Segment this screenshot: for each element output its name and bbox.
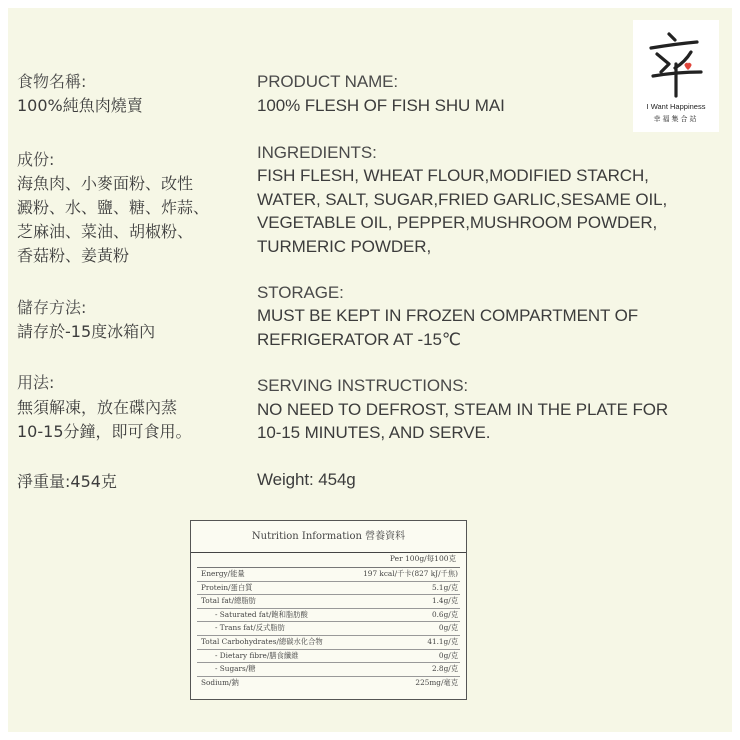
nutrient-value: 0.6g/克 [431,609,458,619]
nutrient-value: 2.8g/克 [431,664,458,674]
nutrition-row [197,677,460,690]
nutrition-row [197,636,460,650]
nutrient-value: 41.1g/克 [427,636,458,646]
nutrition-per: Per 100g/每100克 [389,554,456,563]
serving-label-en: SERVING INSTRUCTIONS: [257,376,469,395]
nutrition-row [197,622,460,636]
nutrient-name: - Saturated fat/飽和脂肪酸 [215,609,308,619]
nutrient-name: - Dietary fibre/膳食纖維 [215,650,299,660]
nutrition-row [197,582,460,596]
nutrient-value: 5.1g/克 [431,582,458,592]
usage-label-zh: 用法: [17,373,55,392]
ingredients-line-zh: 海魚肉、小麥面粉、改性 [17,174,194,193]
name-label-zh: 食物名稱: [17,72,87,91]
nutrition-row [197,663,460,677]
name-value-zh: 100%純魚肉燒賣 [17,96,143,115]
ingredients-line-zh: 澱粉、水、鹽、糖、炸蒜、 [17,198,210,217]
storage-line-en: REFRIGERATOR AT -15℃ [257,330,461,349]
nutrient-value: 0g/克 [438,650,458,660]
serving-line-en: NO NEED TO DEFROST, STEAM IN THE PLATE FOR [257,400,669,419]
nutrient-value: 197 kcal/千卡(827 kJ/千焦) [363,569,458,578]
nutrient-value: 0g/克 [438,623,458,633]
name-label-en: PRODUCT NAME: [257,72,399,91]
nutrient-value: 1.4g/克 [431,596,458,606]
serving-line-en: 10-15 MINUTES, AND SERVE. [257,423,491,442]
nutrient-name: Energy/能量 [201,569,245,578]
storage-value-zh: 請存於-15度冰箱內 [17,322,156,341]
nutrient-name: Protein/蛋白質 [201,582,253,592]
nutrient-name: Sodium/鈉 [201,677,239,687]
name-value-en: 100% FLESH OF FISH SHU MAI [257,96,505,115]
nutrient-name: - Trans fat/反式脂肪 [215,623,285,633]
ingredients-line-en: VEGETABLE OIL, PEPPER,MUSHROOM POWDER, [257,213,658,232]
ingredients-line-en: TURMERIC POWDER, [257,237,432,256]
nutrient-name: - Sugars/糖 [215,664,256,674]
nutrition-row [197,595,460,609]
nutrient-name: Total Carbohydrates/總碳水化合物 [201,636,323,646]
logo-caption-zh: 幸福集合站 [653,115,699,123]
nutrition-row [197,609,460,623]
ingredients-line-en: FISH FLESH, WHEAT FLOUR,MODIFIED STARCH, [257,166,649,185]
storage-label-zh: 儲存方法: [17,298,87,317]
nutrition-title: Nutrition Information 營養資料 [191,521,466,553]
nutrient-value: 225mg/毫克 [415,677,458,687]
ingredients-label-en: INGREDIENTS: [257,143,377,162]
weight-en: Weight: 454g [257,470,356,489]
nutrient-name: Total fat/總脂肪 [201,596,256,606]
nutrition-table [190,520,467,700]
storage-label-en: STORAGE: [257,283,344,302]
brand-mark-icon [645,28,707,100]
ingredients-label-zh: 成份: [17,150,55,169]
ingredients-line-zh: 芝麻油、菜油、胡椒粉、 [17,222,194,241]
logo-caption-en: I Want Happiness [646,102,706,111]
storage-line-en: MUST BE KEPT IN FROZEN COMPARTMENT OF [257,306,639,325]
ingredients-line-en: WATER, SALT, SUGAR,FRIED GARLIC,SESAME OIL, [257,190,668,209]
ingredients-line-zh: 香菇粉、姜黃粉 [17,246,130,265]
usage-line-zh: 無須解凍，放在碟內蒸 [17,398,178,417]
usage-line-zh: 10-15分鐘，即可食用。 [17,422,192,441]
brand-logo [633,20,719,132]
nutrition-row [197,650,460,664]
weight-zh: 淨重量:454克 [17,472,117,491]
nutrition-row [197,568,460,582]
